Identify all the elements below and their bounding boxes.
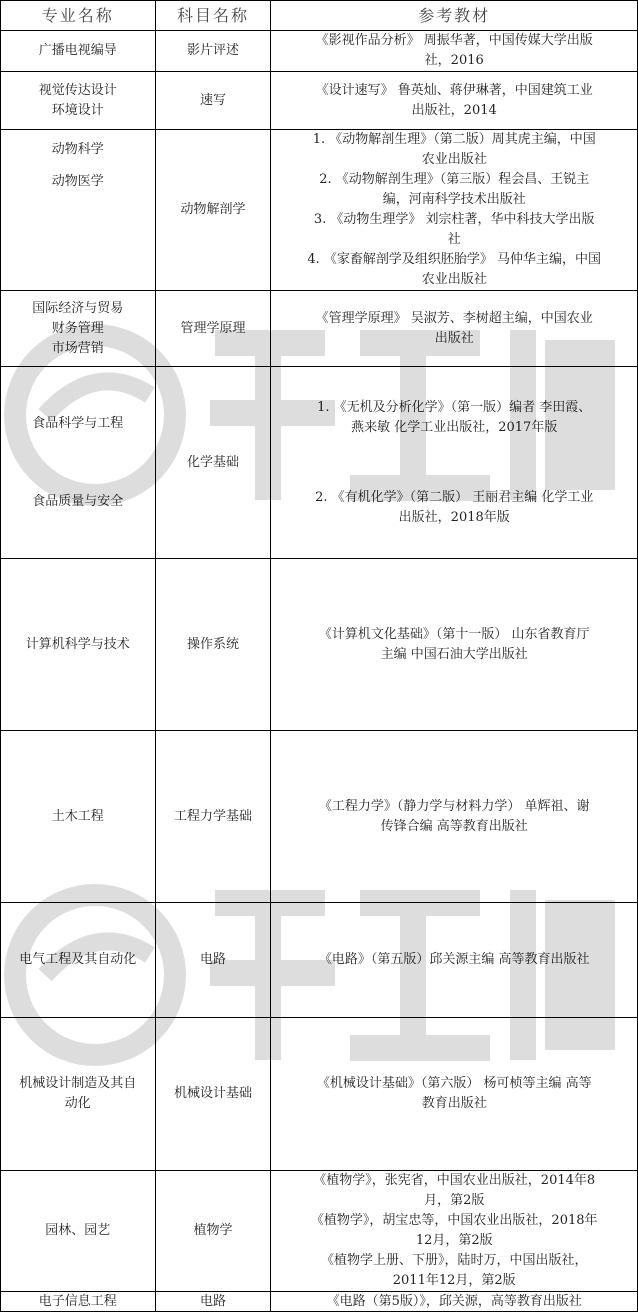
textbook-cell [271,903,638,1018]
textbook-cell [271,1171,638,1292]
major-cell [1,559,156,731]
textbook-line: 社 [447,232,461,247]
textbook-line: 农业出版社 [421,152,487,167]
subject-cell: 动物解剖学 [155,130,271,291]
textbook-line: 出版社，2014 [411,102,497,118]
header-textbook: 参考教材 [271,1,638,31]
textbook-line: 2. 《有机化学》（第二版） 王丽君主编 化学工业 [315,489,594,505]
major-cell [1,1292,156,1312]
textbook-line: 出版社，2018年版 [398,509,510,525]
subject-cell: 电路 [155,903,271,1018]
textbook-line: 月，第2版 [424,1193,485,1208]
major-name: 计算机科学与技术 [25,636,130,652]
textbook-cell [271,731,638,903]
textbook-line: 《植物学上册、下册》，陆时万，中国出版社， [320,1253,588,1268]
textbook-line: 2. 《动物解剖生理》（第三版）程会昌、王锐主 [319,172,590,187]
subject-cell: 操作系统 [155,559,271,731]
major-cell [1,903,156,1018]
major-cell [1,291,156,367]
textbook-line: 主编 中国石油大学出版社 [380,646,528,662]
table-row [1,903,638,1018]
major-cell [1,1018,156,1171]
major-name: 国际经济与贸易 [32,300,124,316]
major-name: 动化 [64,1096,91,1111]
major-name: 电子信息工程 [38,1293,117,1309]
major-cell [1,31,156,72]
subject-cell: 工程力学基础 [155,731,271,903]
textbook-line: 《影视作品分析》 周振华著，中国传媒大学出版 [315,33,593,48]
table-row [1,1171,638,1292]
textbook-line: 《设计速写》 鲁英灿、蒋伊琳著，中国建筑工业 [315,82,593,98]
major-name: 动物科学 [51,142,104,157]
textbook-line: 《电路》（第五版）邱关源主编 高等教育出版社 [318,952,590,967]
subject-cell: 管理学原理 [155,291,271,367]
major-cell [1,130,156,291]
textbook-cell [271,367,638,559]
major-name: 园林、园艺 [45,1223,111,1238]
textbook-cell [271,1018,638,1171]
textbook-line: 出版社 [434,330,474,346]
major-cell [1,367,156,559]
textbook-line: 教育出版社 [421,1096,487,1111]
subject-cell: 速写 [155,72,271,130]
major-cell [1,1171,156,1292]
major-name: 动物医学 [51,174,104,189]
table-row [1,31,638,72]
textbook-line: 4. 《家畜解剖学及组织胚胎学》 马仲华主编，中国 [307,252,602,267]
major-name: 市场营销 [51,340,104,356]
textbook-line: 3. 《动物生理学》 刘宗柱著，华中科技大学出版 [313,212,595,227]
major-name: 财务管理 [51,320,104,336]
table-row [1,559,638,731]
table-row [1,367,638,559]
table-row [1,72,638,130]
subject-cell: 机械设计基础 [155,1018,271,1171]
textbook-line: 《机械设计基础》（第六版） 杨可桢等主编 高等 [316,1076,592,1091]
textbook-line: 《植物学》，张宪省，中国农业出版社，2014年8 [313,1173,596,1188]
textbook-line: 传锋合编 高等教育出版社 [380,818,528,834]
major-cell [1,72,156,130]
subject-cell: 电路 [155,1292,271,1312]
major-name: 环境设计 [51,102,104,118]
major-name: 食品科学与工程 [32,415,124,431]
table-row [1,1292,638,1312]
major-name: 视觉传达设计 [38,82,117,98]
major-name: 食品质量与安全 [32,493,124,509]
subject-cell: 化学基础 [155,367,271,559]
textbook-cell [271,31,638,72]
textbook-line: 《工程力学》（静力学与材料力学） 单辉祖、谢 [318,798,590,814]
textbook-line: 农业出版社 [421,272,487,287]
textbook-cell [271,291,638,367]
textbook-line: 1. 《动物解剖生理》（第二版）周其虎主编，中国 [312,132,596,147]
textbook-line: 《管理学原理》 吴淑芳、李树超主编，中国农业 [315,310,593,326]
subject-cell: 影片评述 [155,31,271,72]
textbook-cell [271,559,638,731]
major-name: 广播电视编导 [38,43,117,58]
header-major: 专业名称 [1,1,156,31]
textbook-line: 《电路（第5版）》，邱关源，高等教育出版社 [326,1293,582,1309]
textbook-line: 《计算机文化基础》（第十一版） 山东省教育厅 [318,626,590,642]
textbook-line: 社，2016 [424,53,484,68]
textbook-line: 《植物学》，胡宝忠等，中国农业出版社，2018年 [310,1213,598,1228]
table-row [1,1018,638,1171]
major-name: 机械设计制造及其自 [19,1076,137,1091]
table-row [1,731,638,903]
textbook-cell [271,1292,638,1312]
textbook-line: 12月，第2版 [415,1233,493,1248]
textbook-line: 燕来敏 化学工业出版社，2017年版 [351,419,558,435]
table-row [1,291,638,367]
textbook-line: 2011年12月，第2版 [392,1273,516,1288]
table-row [1,130,638,291]
major-name: 土木工程 [51,808,104,824]
major-name: 电气工程及其自动化 [19,952,137,967]
header-subject: 科目名称 [155,1,271,31]
subject-cell: 植物学 [155,1171,271,1292]
major-cell [1,731,156,903]
table-header-row [1,1,638,31]
textbook-cell [271,72,638,130]
textbook-line: 编，河南科学技术出版社 [382,192,526,207]
textbook-cell [271,130,638,291]
textbook-line: 1. 《无机及分析化学》（第一版）编者 李田霞、 [317,399,592,415]
